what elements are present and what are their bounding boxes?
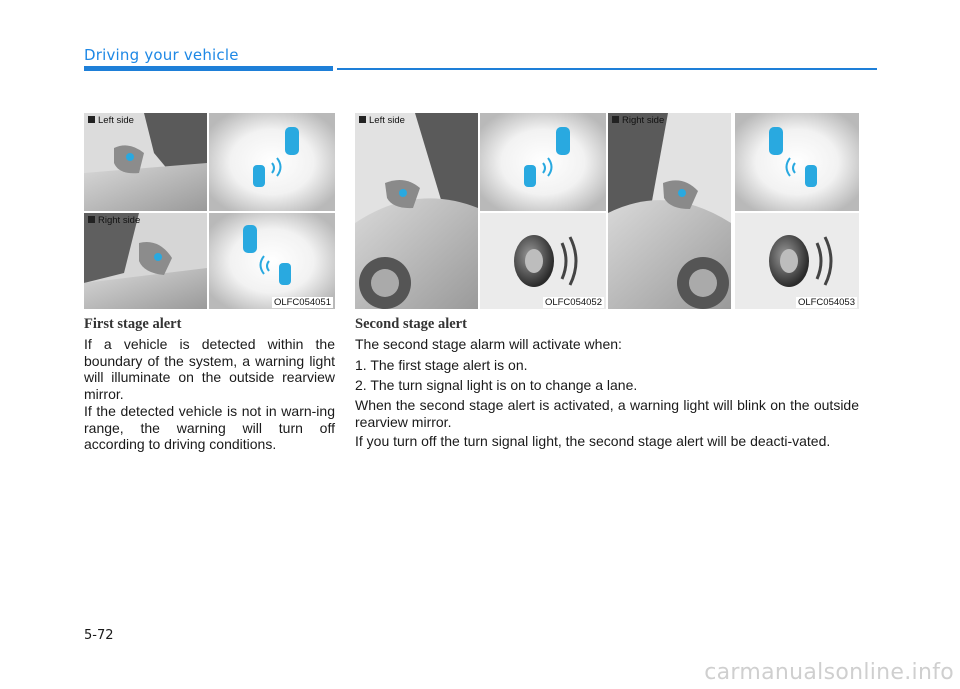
- figure-second-stage-left: [355, 113, 606, 309]
- speaker-panel: [480, 213, 606, 309]
- second-stage-paragraph-1: When the second stage alert is activated, a warning light will blink on the outside rearview mirror.: [355, 397, 859, 430]
- figure-code: OLFC054053: [797, 297, 855, 308]
- figure-label-right-side: Right side: [88, 215, 140, 226]
- square-bullet-icon: [359, 116, 366, 123]
- first-stage-title: First stage alert: [84, 316, 182, 332]
- square-bullet-icon: [88, 116, 95, 123]
- second-stage-title: Second stage alert: [355, 316, 467, 332]
- mirror-photo-left: [84, 113, 207, 211]
- figure-first-stage: [84, 113, 335, 309]
- figure-label-right-side: Right side: [612, 115, 664, 126]
- header-rule-thick: [84, 66, 333, 71]
- figure-second-stage-right: [608, 113, 859, 309]
- mirror-photo-right: [84, 213, 207, 309]
- header-rule-thin: [337, 68, 877, 70]
- figure-code: OLFC054052: [544, 297, 602, 308]
- section-header: Driving your vehicle: [84, 46, 239, 64]
- figure-label-left-side: Left side: [359, 115, 405, 126]
- figure-label-left-side: Left side: [88, 115, 134, 126]
- second-stage-intro: The second stage alarm will activate when:: [355, 336, 622, 352]
- car-side-photo-left: [355, 113, 478, 309]
- detection-diagram-left: [209, 113, 335, 211]
- second-stage-paragraph-2: If you turn off the turn signal light, the second stage alert will be deacti-vated.: [355, 433, 831, 449]
- figure-code: OLFC054051: [273, 297, 331, 308]
- detection-diagram: [480, 113, 606, 211]
- second-stage-item-1: 1. The first stage alert is on.: [355, 357, 528, 373]
- watermark: carmanualsonline.info: [704, 660, 954, 685]
- square-bullet-icon: [612, 116, 619, 123]
- detection-diagram-right: [209, 213, 335, 309]
- first-stage-paragraph-2: If the detected vehicle is not in warn-ing range, the warning will turn off according to driving conditions.: [84, 403, 335, 452]
- square-bullet-icon: [88, 216, 95, 223]
- detection-diagram: [735, 113, 859, 211]
- car-side-photo-right: [608, 113, 731, 309]
- second-stage-item-2: 2. The turn signal light is on to change a lane.: [355, 377, 638, 393]
- page-number: 5-72: [84, 628, 114, 643]
- first-stage-paragraph-1: If a vehicle is detected within the boundary of the system, a warning light will illuminate on the outside rearview mirror.: [84, 336, 335, 402]
- speaker-panel: [735, 213, 859, 309]
